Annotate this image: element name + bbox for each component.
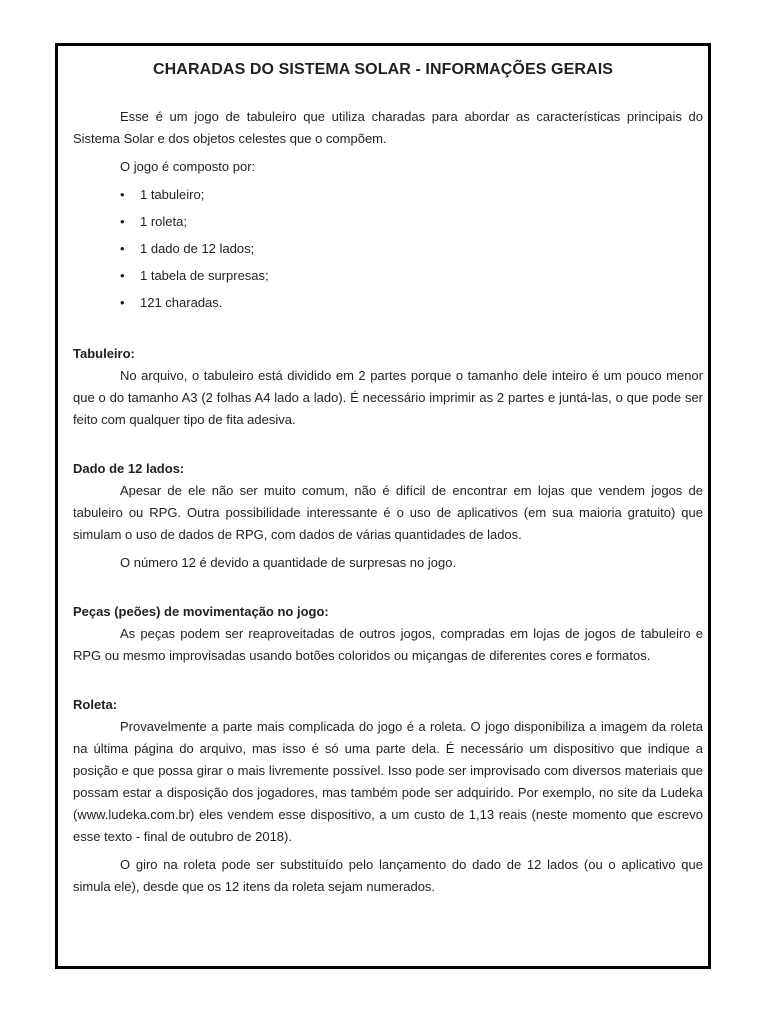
section-dado	[73, 458, 703, 574]
page-border	[55, 43, 711, 969]
list-item: • 121 charadas.	[73, 292, 703, 319]
section-heading: Peças (peões) de movimentação no jogo:	[73, 604, 329, 619]
list-item: • 1 dado de 12 lados;	[73, 238, 703, 265]
section-paragraph: Apesar de ele não ser muito comum, não é difícil de encontrar em lojas que vendem jogos de tabuleiro ou RPG. Outra possibilidade interessante é o uso de aplicativos (em sua maioria gratuito) que simulam o uso de dados de RPG, com dados de várias quantidades de lados.	[73, 483, 703, 542]
bullet-icon: •	[120, 295, 125, 310]
section-roleta	[73, 694, 703, 898]
section-paragraph: Provavelmente a parte mais complicada do jogo é a roleta. O jogo disponibiliza a imagem da roleta na última página do arquivo, mas isso é só uma parte dela. É necessário um dispositivo que indique a posição e que possa girar o mais livremente possível. Isso pode ser improvisado com diversos materiais que possam estar a disposição dos jogadores, mas também pode ser adquirido. Por exemplo, no site da Ludeka (www.ludeka.com.br) eles vendem esse dispositivo, a um custo de 1,13 reais (neste momento que escrevo esse texto - final de outubro de 2018).	[73, 719, 703, 844]
section-heading: Dado de 12 lados:	[73, 461, 185, 476]
bullet-icon: •	[120, 268, 125, 283]
bullet-icon: •	[120, 187, 125, 202]
bullet-icon: •	[120, 214, 125, 229]
components-list	[73, 184, 703, 319]
page-title: CHARADAS DO SISTEMA SOLAR - INFORMAÇÕES GERAIS	[152, 61, 614, 78]
components-intro: O jogo é composto por:	[120, 159, 256, 174]
section-paragraph: As peças podem ser reaproveitadas de outros jogos, compradas em lojas de jogos de tabuleiro e RPG ou mesmo improvisadas usando botões coloridos ou miçangas de diferentes cores e formatos.	[73, 626, 703, 663]
document-body	[73, 106, 703, 904]
section-tabuleiro	[73, 343, 703, 431]
section-heading: Roleta:	[73, 697, 118, 712]
section-paragraph: No arquivo, o tabuleiro está dividido em 2 partes porque o tamanho dele inteiro é um pouco menor que o do tamanho A3 (2 folhas A4 lado a lado). É necessário imprimir as 2 partes e juntá-las, o que pode ser feito com qualquer tipo de fita adesiva.	[73, 368, 703, 427]
intro-paragraph: Esse é um jogo de tabuleiro que utiliza charadas para abordar as características principais do Sistema Solar e dos objetos celestes que o compõem.	[73, 109, 703, 146]
section-paragraph: O número 12 é devido a quantidade de surpresas no jogo.	[120, 555, 457, 570]
list-item: • 1 roleta;	[73, 211, 703, 238]
section-heading: Tabuleiro:	[73, 346, 135, 361]
section-paragraph: O giro na roleta pode ser substituído pelo lançamento do dado de 12 lados (ou o aplicativo que simula ele), desde que os 12 itens da roleta sejam numerados.	[73, 857, 703, 894]
section-pecas	[73, 601, 703, 667]
list-item: • 1 tabela de surpresas;	[73, 265, 703, 292]
list-item: • 1 tabuleiro;	[73, 184, 703, 211]
bullet-icon: •	[120, 241, 125, 256]
